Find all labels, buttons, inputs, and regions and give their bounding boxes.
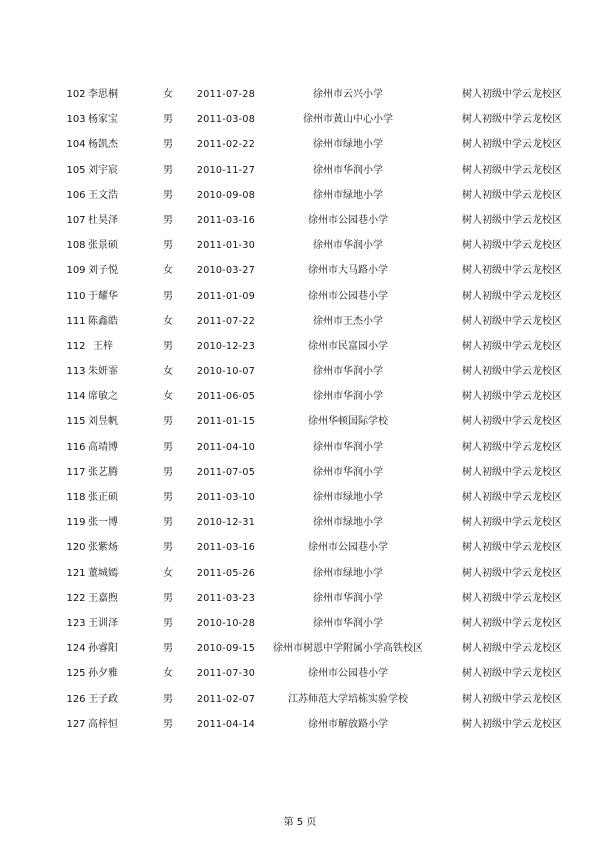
assigned-school: 树人初级中学云龙校区 xyxy=(462,265,562,277)
student-name: 于耀华 xyxy=(88,290,118,302)
primary-school: 徐州市树恩中学附属小学高铁校区 xyxy=(273,643,423,655)
student-name: 孙夕雅 xyxy=(88,668,118,680)
primary-school: 徐州市云兴小学 xyxy=(313,89,383,100)
student-name: 王训泽 xyxy=(88,617,118,629)
student-gender: 男 xyxy=(163,340,173,352)
row-number: 110 xyxy=(66,290,86,302)
row-number: 116 xyxy=(66,441,86,453)
student-name: 张正硕 xyxy=(88,492,118,503)
birth-date: 2010-12-31 xyxy=(196,517,256,529)
birth-date: 2011-04-10 xyxy=(196,441,256,453)
table-row xyxy=(0,359,600,384)
row-number: 111 xyxy=(66,315,86,327)
page-number: 第 5 页 xyxy=(283,817,317,828)
student-gender: 男 xyxy=(163,643,173,655)
student-gender: 男 xyxy=(163,492,173,503)
primary-school: 徐州市华润小学 xyxy=(313,240,383,252)
student-gender: 男 xyxy=(163,240,173,252)
primary-school: 徐州市王杰小学 xyxy=(313,315,383,327)
row-number: 104 xyxy=(66,139,86,151)
assigned-school: 树人初级中学云龙校区 xyxy=(462,592,562,604)
primary-school: 徐州市华润小学 xyxy=(313,592,383,604)
student-gender: 男 xyxy=(163,189,173,201)
student-gender: 女 xyxy=(163,366,173,378)
student-gender: 男 xyxy=(163,693,173,705)
birth-date: 2011-02-07 xyxy=(196,693,256,705)
row-number: 124 xyxy=(66,643,86,655)
primary-school: 徐州市公园巷小学 xyxy=(308,668,388,680)
row-number: 112 xyxy=(66,340,86,352)
primary-school: 徐州市绿地小学 xyxy=(313,492,383,503)
primary-school: 徐州市解放路小学 xyxy=(308,718,388,730)
row-number: 108 xyxy=(66,240,86,252)
row-number: 122 xyxy=(66,592,86,604)
assigned-school: 树人初级中学云龙校区 xyxy=(462,517,562,529)
table-row xyxy=(0,535,600,560)
student-name: 陈鑫皓 xyxy=(88,315,118,327)
birth-date: 2011-07-22 xyxy=(196,315,256,327)
table-row xyxy=(0,409,600,434)
primary-school: 徐州市华润小学 xyxy=(313,391,383,403)
student-name: 王子政 xyxy=(88,693,118,705)
row-number: 119 xyxy=(66,517,86,529)
table-row xyxy=(0,485,600,510)
student-name: 王梓 xyxy=(93,340,113,352)
row-number: 127 xyxy=(66,718,86,730)
assigned-school: 树人初级中学云龙校区 xyxy=(462,340,562,352)
primary-school: 徐州市华润小学 xyxy=(313,164,383,176)
student-name: 李思桐 xyxy=(88,89,118,100)
primary-school: 徐州市公园巷小学 xyxy=(308,214,388,226)
row-number: 102 xyxy=(66,89,86,100)
assigned-school: 树人初级中学云龙校区 xyxy=(462,466,562,478)
assigned-school: 树人初级中学云龙校区 xyxy=(462,567,562,579)
student-gender: 男 xyxy=(163,517,173,529)
student-name: 高梓恒 xyxy=(88,718,118,730)
student-name: 王文浩 xyxy=(88,189,118,201)
primary-school: 江苏师范大学培栋实验学校 xyxy=(288,693,408,705)
student-gender: 男 xyxy=(163,164,173,176)
birth-date: 2011-02-22 xyxy=(196,139,256,151)
table-row xyxy=(0,132,600,157)
birth-date: 2010-10-07 xyxy=(196,366,256,378)
student-name: 王嘉煦 xyxy=(88,592,118,604)
primary-school: 徐州市华润小学 xyxy=(313,466,383,478)
student-gender: 男 xyxy=(163,542,173,554)
assigned-school: 树人初级中学云龙校区 xyxy=(462,441,562,453)
row-number: 103 xyxy=(66,114,86,126)
row-number: 115 xyxy=(66,416,86,428)
student-gender: 男 xyxy=(163,114,173,126)
student-gender: 男 xyxy=(163,139,173,151)
primary-school: 徐州市大马路小学 xyxy=(308,265,388,277)
birth-date: 2011-05-26 xyxy=(196,567,256,579)
primary-school: 徐州市公园巷小学 xyxy=(308,290,388,302)
row-number: 118 xyxy=(66,492,86,503)
row-number: 114 xyxy=(66,391,86,403)
birth-date: 2011-07-05 xyxy=(196,466,256,478)
birth-date: 2011-03-16 xyxy=(196,542,256,554)
assigned-school: 树人初级中学云龙校区 xyxy=(462,164,562,176)
assigned-school: 树人初级中学云龙校区 xyxy=(462,542,562,554)
primary-school: 徐州市民富园小学 xyxy=(308,340,388,352)
student-gender: 女 xyxy=(163,315,173,327)
birth-date: 2011-03-10 xyxy=(196,492,256,503)
student-gender: 男 xyxy=(163,214,173,226)
assigned-school: 树人初级中学云龙校区 xyxy=(462,139,562,151)
student-gender: 女 xyxy=(163,567,173,579)
birth-date: 2010-12-23 xyxy=(196,340,256,352)
birth-date: 2011-03-23 xyxy=(196,592,256,604)
student-name: 张一博 xyxy=(88,517,118,529)
primary-school: 徐州市绿地小学 xyxy=(313,139,383,151)
birth-date: 2010-11-27 xyxy=(196,164,256,176)
table-row xyxy=(0,636,600,661)
student-gender: 男 xyxy=(163,592,173,604)
row-number: 107 xyxy=(66,214,86,226)
assigned-school: 树人初级中学云龙校区 xyxy=(462,668,562,680)
table-row xyxy=(0,561,600,586)
table-row xyxy=(0,233,600,258)
assigned-school: 树人初级中学云龙校区 xyxy=(462,315,562,327)
table-row xyxy=(0,309,600,334)
student-name: 杜昊泽 xyxy=(88,214,118,226)
assigned-school: 树人初级中学云龙校区 xyxy=(462,693,562,705)
birth-date: 2011-06-05 xyxy=(196,391,256,403)
birth-date: 2011-07-30 xyxy=(196,668,256,680)
row-number: 125 xyxy=(66,668,86,680)
assigned-school: 树人初级中学云龙校区 xyxy=(462,240,562,252)
row-number: 117 xyxy=(66,466,86,478)
student-gender: 女 xyxy=(163,391,173,403)
table-row xyxy=(0,586,600,611)
assigned-school: 树人初级中学云龙校区 xyxy=(462,89,562,100)
assigned-school: 树人初级中学云龙校区 xyxy=(462,492,562,503)
primary-school: 徐州市绿地小学 xyxy=(313,517,383,529)
primary-school: 徐州华顿国际学校 xyxy=(308,416,388,428)
student-name: 张艺腾 xyxy=(88,466,118,478)
row-number: 121 xyxy=(66,567,86,579)
student-name: 朱妍霏 xyxy=(88,366,118,378)
primary-school: 徐州市华润小学 xyxy=(313,617,383,629)
student-gender: 女 xyxy=(163,265,173,277)
table-row xyxy=(0,384,600,409)
primary-school: 徐州市绿地小学 xyxy=(313,567,383,579)
primary-school: 徐州市华润小学 xyxy=(313,441,383,453)
student-name: 杨家宝 xyxy=(88,114,118,126)
table-row xyxy=(0,687,600,712)
primary-school: 徐州市华润小学 xyxy=(313,366,383,378)
student-name: 高靖博 xyxy=(88,441,118,453)
assigned-school: 树人初级中学云龙校区 xyxy=(462,643,562,655)
birth-date: 2011-04-14 xyxy=(196,718,256,730)
birth-date: 2010-09-08 xyxy=(196,189,256,201)
table-row xyxy=(0,334,600,359)
assigned-school: 树人初级中学云龙校区 xyxy=(462,214,562,226)
row-number: 126 xyxy=(66,693,86,705)
primary-school: 徐州市公园巷小学 xyxy=(308,542,388,554)
row-number: 120 xyxy=(66,542,86,554)
student-gender: 男 xyxy=(163,466,173,478)
assigned-school: 树人初级中学云龙校区 xyxy=(462,718,562,730)
primary-school: 徐州市绿地小学 xyxy=(313,189,383,201)
row-number: 123 xyxy=(66,617,86,629)
student-name: 张紫炀 xyxy=(88,542,118,554)
student-name: 刘昱帆 xyxy=(88,416,118,428)
student-gender: 男 xyxy=(163,617,173,629)
student-name: 杨凯杰 xyxy=(88,139,118,151)
table-row xyxy=(0,107,600,132)
table-row xyxy=(0,712,600,737)
birth-date: 2010-03-27 xyxy=(196,265,256,277)
student-name: 席敏之 xyxy=(88,391,118,403)
student-gender: 男 xyxy=(163,441,173,453)
assigned-school: 树人初级中学云龙校区 xyxy=(462,366,562,378)
assigned-school: 树人初级中学云龙校区 xyxy=(462,189,562,201)
primary-school: 徐州市黄山中心小学 xyxy=(303,114,393,126)
student-name: 刘子悦 xyxy=(88,265,118,277)
birth-date: 2011-01-09 xyxy=(196,290,256,302)
row-number: 109 xyxy=(66,265,86,277)
table-row xyxy=(0,510,600,535)
student-gender: 男 xyxy=(163,718,173,730)
student-name: 刘宇宸 xyxy=(88,164,118,176)
birth-date: 2010-09-15 xyxy=(196,643,256,655)
birth-date: 2011-07-28 xyxy=(196,89,256,100)
student-gender: 女 xyxy=(163,89,173,100)
row-number: 106 xyxy=(66,189,86,201)
table-row xyxy=(0,208,600,233)
assigned-school: 树人初级中学云龙校区 xyxy=(462,114,562,126)
student-name: 董城嫣 xyxy=(88,567,118,579)
birth-date: 2010-10-28 xyxy=(196,617,256,629)
table-row xyxy=(0,183,600,208)
birth-date: 2011-03-08 xyxy=(196,114,256,126)
table-row xyxy=(0,158,600,183)
student-gender: 女 xyxy=(163,668,173,680)
table-row xyxy=(0,82,600,107)
birth-date: 2011-01-30 xyxy=(196,240,256,252)
birth-date: 2011-01-15 xyxy=(196,416,256,428)
assigned-school: 树人初级中学云龙校区 xyxy=(462,617,562,629)
student-name: 孙睿阳 xyxy=(88,643,118,655)
birth-date: 2011-03-16 xyxy=(196,214,256,226)
table-row xyxy=(0,435,600,460)
student-roster xyxy=(0,82,600,737)
table-row xyxy=(0,611,600,636)
row-number: 113 xyxy=(66,366,86,378)
assigned-school: 树人初级中学云龙校区 xyxy=(462,416,562,428)
assigned-school: 树人初级中学云龙校区 xyxy=(462,391,562,403)
table-row xyxy=(0,258,600,283)
assigned-school: 树人初级中学云龙校区 xyxy=(462,290,562,302)
table-row xyxy=(0,661,600,686)
student-gender: 男 xyxy=(163,290,173,302)
student-gender: 男 xyxy=(163,416,173,428)
student-name: 张景硕 xyxy=(88,240,118,252)
table-row xyxy=(0,284,600,309)
row-number: 105 xyxy=(66,164,86,176)
table-row xyxy=(0,460,600,485)
